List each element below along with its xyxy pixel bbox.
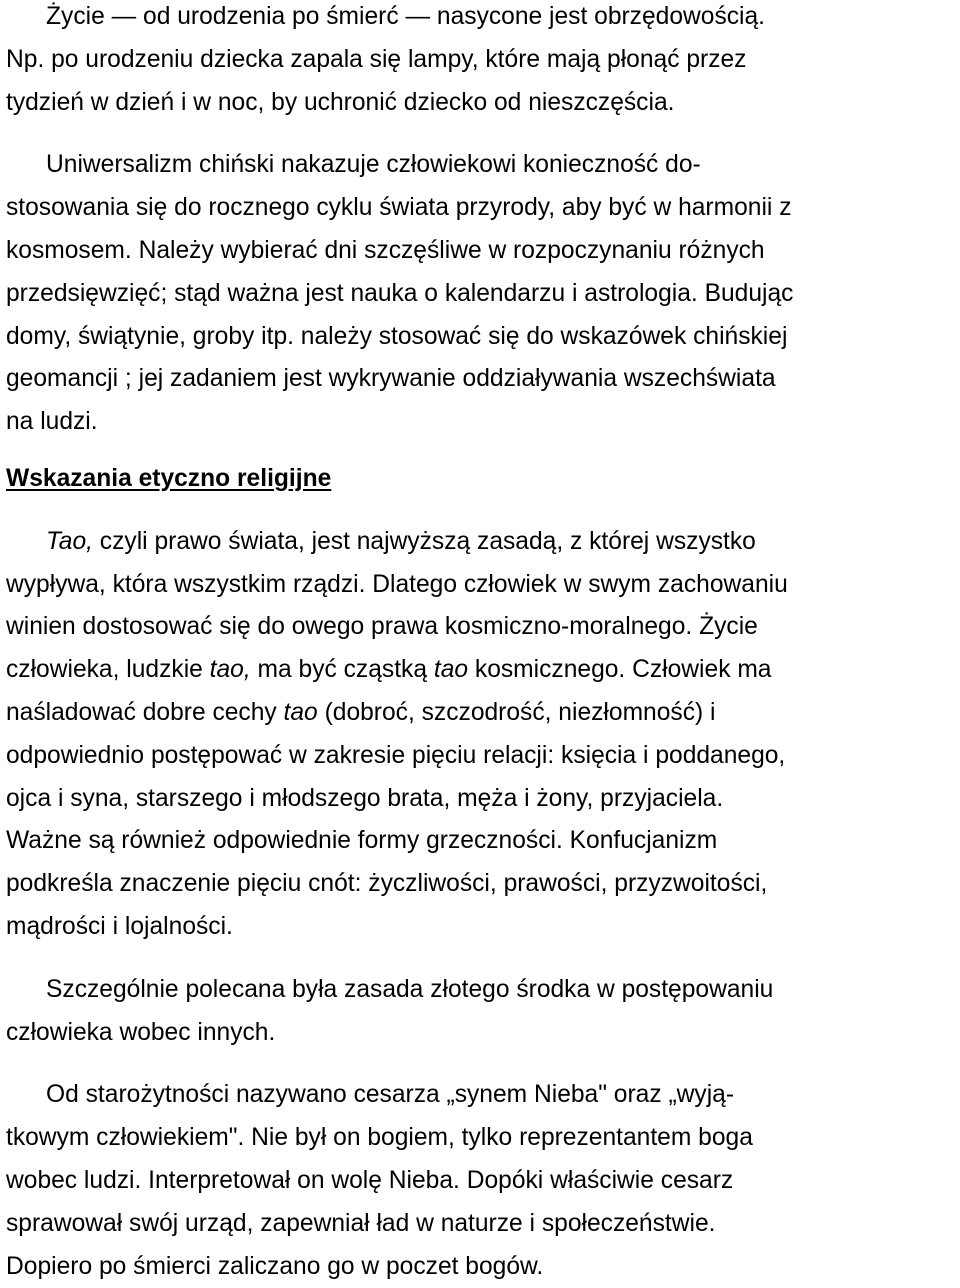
paragraph-line: kosmosem. Należy wybierać dni szczęśliwe w rozpoczynaniu różnych [6,236,765,264]
paragraph-line: sprawował swój urząd, zapewniał ład w naturze i społeczeństwie. [6,1209,716,1237]
paragraph-line: tydzień w dzień i w noc, by uchronić dziecko od nieszczęścia. [6,88,675,116]
paragraph-line: wobec ludzi. Interpretował on wolę Nieba. Dopóki właściwie cesarz [6,1166,734,1194]
paragraph-line: człowieka wobec innych. [6,1018,276,1046]
paragraph-line: podkreśla znaczenie pięciu cnót: życzliwości, prawości, przyzwoitości, [6,870,768,898]
paragraph-line: Od starożytności nazywano cesarza „synem Nieba" oraz „wyją- [46,1081,735,1109]
paragraph-line: Np. po urodzeniu dziecka zapala się lampy, które mają płonąć przez [6,45,747,73]
paragraph-line: przedsięwzięć; stąd ważna jest nauka o kalendarzu i astrologia. Budując [6,279,794,307]
italic-term: tao [283,698,318,726]
paragraph-line: Życie — od urodzenia po śmierć — nasycone jest obrzędowością. [46,3,766,30]
italic-term: tao, [209,656,251,684]
paragraph-spacer [6,501,956,521]
paragraph-line: winien dostosować się do owego prawa kosmiczno-moralnego. Życie [6,613,758,641]
paragraph-line: wypływa, która wszystkim rządzi. Dlatego człowiek w swym zachowaniu [6,570,788,598]
section-heading [6,458,956,501]
paragraph-line: domy, świątynie, groby itp. należy stosować się do wskazówek chińskiej [6,322,788,350]
italic-term: tao [433,656,469,684]
paragraph-line: Uniwersalizm chiński nakazuje człowiekowi konieczność do- [46,151,701,179]
paragraph-line: Dopiero po śmierci zaliczano go w poczet bogów. [6,1252,544,1280]
text-run: (dobroć, szczodrość, niezłomność) i [317,698,716,726]
paragraph-line [6,692,956,735]
paragraph-spacer [6,124,956,144]
paragraph-2 [6,144,956,444]
paragraph-spacer [6,1054,956,1074]
text-run: człowieka, ludzkie [6,656,210,684]
paragraph-line: na ludzi. [6,408,98,436]
paragraph-line: geomancji ; jej zadaniem jest wykrywanie oddziaływania wszechświata [6,365,776,393]
text-run: ma być cząstką [250,656,434,684]
paragraph-line: tkowym człowiekiem". Nie był on bogiem, tylko reprezentantem boga [6,1124,753,1152]
paragraph-1 [6,0,956,124]
paragraph-line [6,521,956,564]
paragraph-line [6,649,956,692]
paragraph-line: odpowiednio postępować w zakresie pięciu relacji: księcia i poddanego, [6,741,786,769]
paragraph-line: stosowania się do rocznego cyklu świata przyrody, aby być w harmonii z [6,194,792,222]
document-page [6,0,956,1288]
paragraph-3 [6,521,956,949]
paragraph-4 [6,969,956,1055]
paragraph-line: Ważne są również odpowiednie formy grzeczności. Konfucjanizm [6,827,718,855]
text-run: naśladować dobre cechy [6,698,284,726]
paragraph-spacer [6,949,956,969]
paragraph-line: Szczególnie polecana była zasada złotego środka w postępowaniu [46,975,774,1003]
paragraph-5 [6,1074,956,1288]
paragraph-spacer [6,444,956,458]
italic-term: Tao, [46,527,93,555]
paragraph-line: mądrości i lojalności. [6,912,233,940]
text-run: czyli prawo świata, jest najwyższą zasadą, z której wszystko [92,527,756,555]
paragraph-line: ojca i syna, starszego i młodszego brata, męża i żony, przyjaciela. [6,784,724,812]
section-heading-text: Wskazania etyczno religijne [6,464,332,492]
text-run: kosmicznego. Człowiek ma [468,656,772,684]
